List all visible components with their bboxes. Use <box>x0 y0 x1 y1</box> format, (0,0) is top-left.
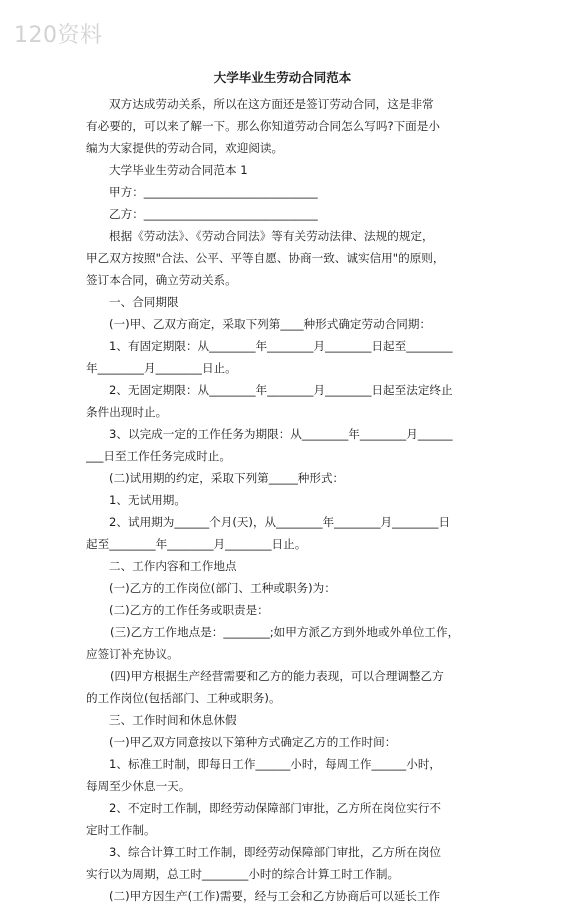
watermark-logo: 120资料 <box>14 23 103 48</box>
paragraph-line: 2、不定时工作制，即经劳动保障部门审批，乙方所在岗位实行不 <box>109 801 442 815</box>
paragraph-line: 的工作岗位(包括部门、工种或职务)。 <box>86 691 281 705</box>
paragraph-line: (二)试用期的约定，采取下列第_____种形式： <box>109 471 345 485</box>
paragraph-line: 应签订补充协议。 <box>86 647 179 661</box>
paragraph-line: 1、有固定期限：从________年________月________日起至________ <box>109 339 453 353</box>
paragraph-line: (一)甲、乙双方商定，采取下列第____种形式确定劳动合同期： <box>109 317 432 331</box>
paragraph-line: 3、以完成一定的工作任务为期限：从________年________月______ <box>109 427 453 441</box>
paragraph-line: 每周至少休息一天。 <box>86 779 191 793</box>
paragraph-line: 条件出现时止。 <box>86 405 168 419</box>
paragraph-line: 乙方：______________________________ <box>109 207 318 221</box>
paragraph-line: 签订本合同，确立劳动关系。 <box>86 273 237 287</box>
paragraph-line: 一、合同期限 <box>109 295 179 309</box>
paragraph-line: (一)乙方的工作岗位(部门、工种或职务)为： <box>109 581 336 595</box>
paragraph-line: (二)乙方的工作任务或职责是： <box>109 603 269 617</box>
paragraph-line: 二、工作内容和工作地点 <box>109 559 237 573</box>
document-body <box>86 93 480 907</box>
document-title: 大学毕业生劳动合同范本 <box>213 70 352 85</box>
paragraph-line: (二)甲方因生产(工作)需要，经与工会和乙方协商后可以延长工作 <box>109 889 441 903</box>
paragraph-line: 有必要的，可以来了解一下。那么你知道劳动合同怎么写吗?下面是小 <box>86 119 440 133</box>
paragraph-line: 三、工作时间和休息休假 <box>109 713 237 727</box>
paragraph-line: 3、综合计算工时工作制，即经劳动保障部门审批，乙方所在岗位 <box>109 845 442 859</box>
paragraph-line: ___日至工作任务完成时止。 <box>86 449 231 463</box>
paragraph-line: 根据《劳动法》、《劳动合同法》等有关劳动法律、法规的规定， <box>109 229 434 243</box>
paragraph-line: 起至________年________月________日止。 <box>86 537 307 551</box>
paragraph-line: 定时工作制。 <box>86 823 156 837</box>
paragraph-line: 甲方：______________________________ <box>109 185 318 199</box>
paragraph-line: 2、试用期为______个月(天)，从________年________月________日 <box>109 515 451 529</box>
paragraph-line: 1、标准工时制，即每日工作______小时，每周工作______小时， <box>109 757 442 771</box>
paragraph-line: 双方达成劳动关系，所以在这方面还是签订劳动合同，这是非常 <box>109 97 434 111</box>
paragraph-line: 编为大家提供的劳动合同，欢迎阅读。 <box>86 141 284 155</box>
paragraph-line: (一)甲乙双方同意按以下第种方式确定乙方的工作时间： <box>109 735 397 749</box>
paragraph-line: 甲乙双方按照"合法、公平、平等自愿、协商一致、诚实信用"的原则， <box>86 251 445 265</box>
paragraph-line: 2、无固定期限：从________年________月________日起至法定终止 <box>109 383 453 397</box>
paragraph-line: 实行以为周期，总工时________小时的综合计算工时工作制。 <box>86 867 400 881</box>
paragraph-line: (四)甲方根据生产经营需要和乙方的能力表现，可以合理调整乙方 <box>110 669 444 683</box>
paragraph-line: 大学毕业生劳动合同范本 1 <box>109 163 248 177</box>
paragraph-line: 年________月________日止。 <box>86 361 237 375</box>
paragraph-line: 1、无试用期。 <box>109 493 186 507</box>
paragraph-line: (三)乙方工作地点是：________;如甲方派乙方到外地或外单位工作， <box>110 625 460 639</box>
